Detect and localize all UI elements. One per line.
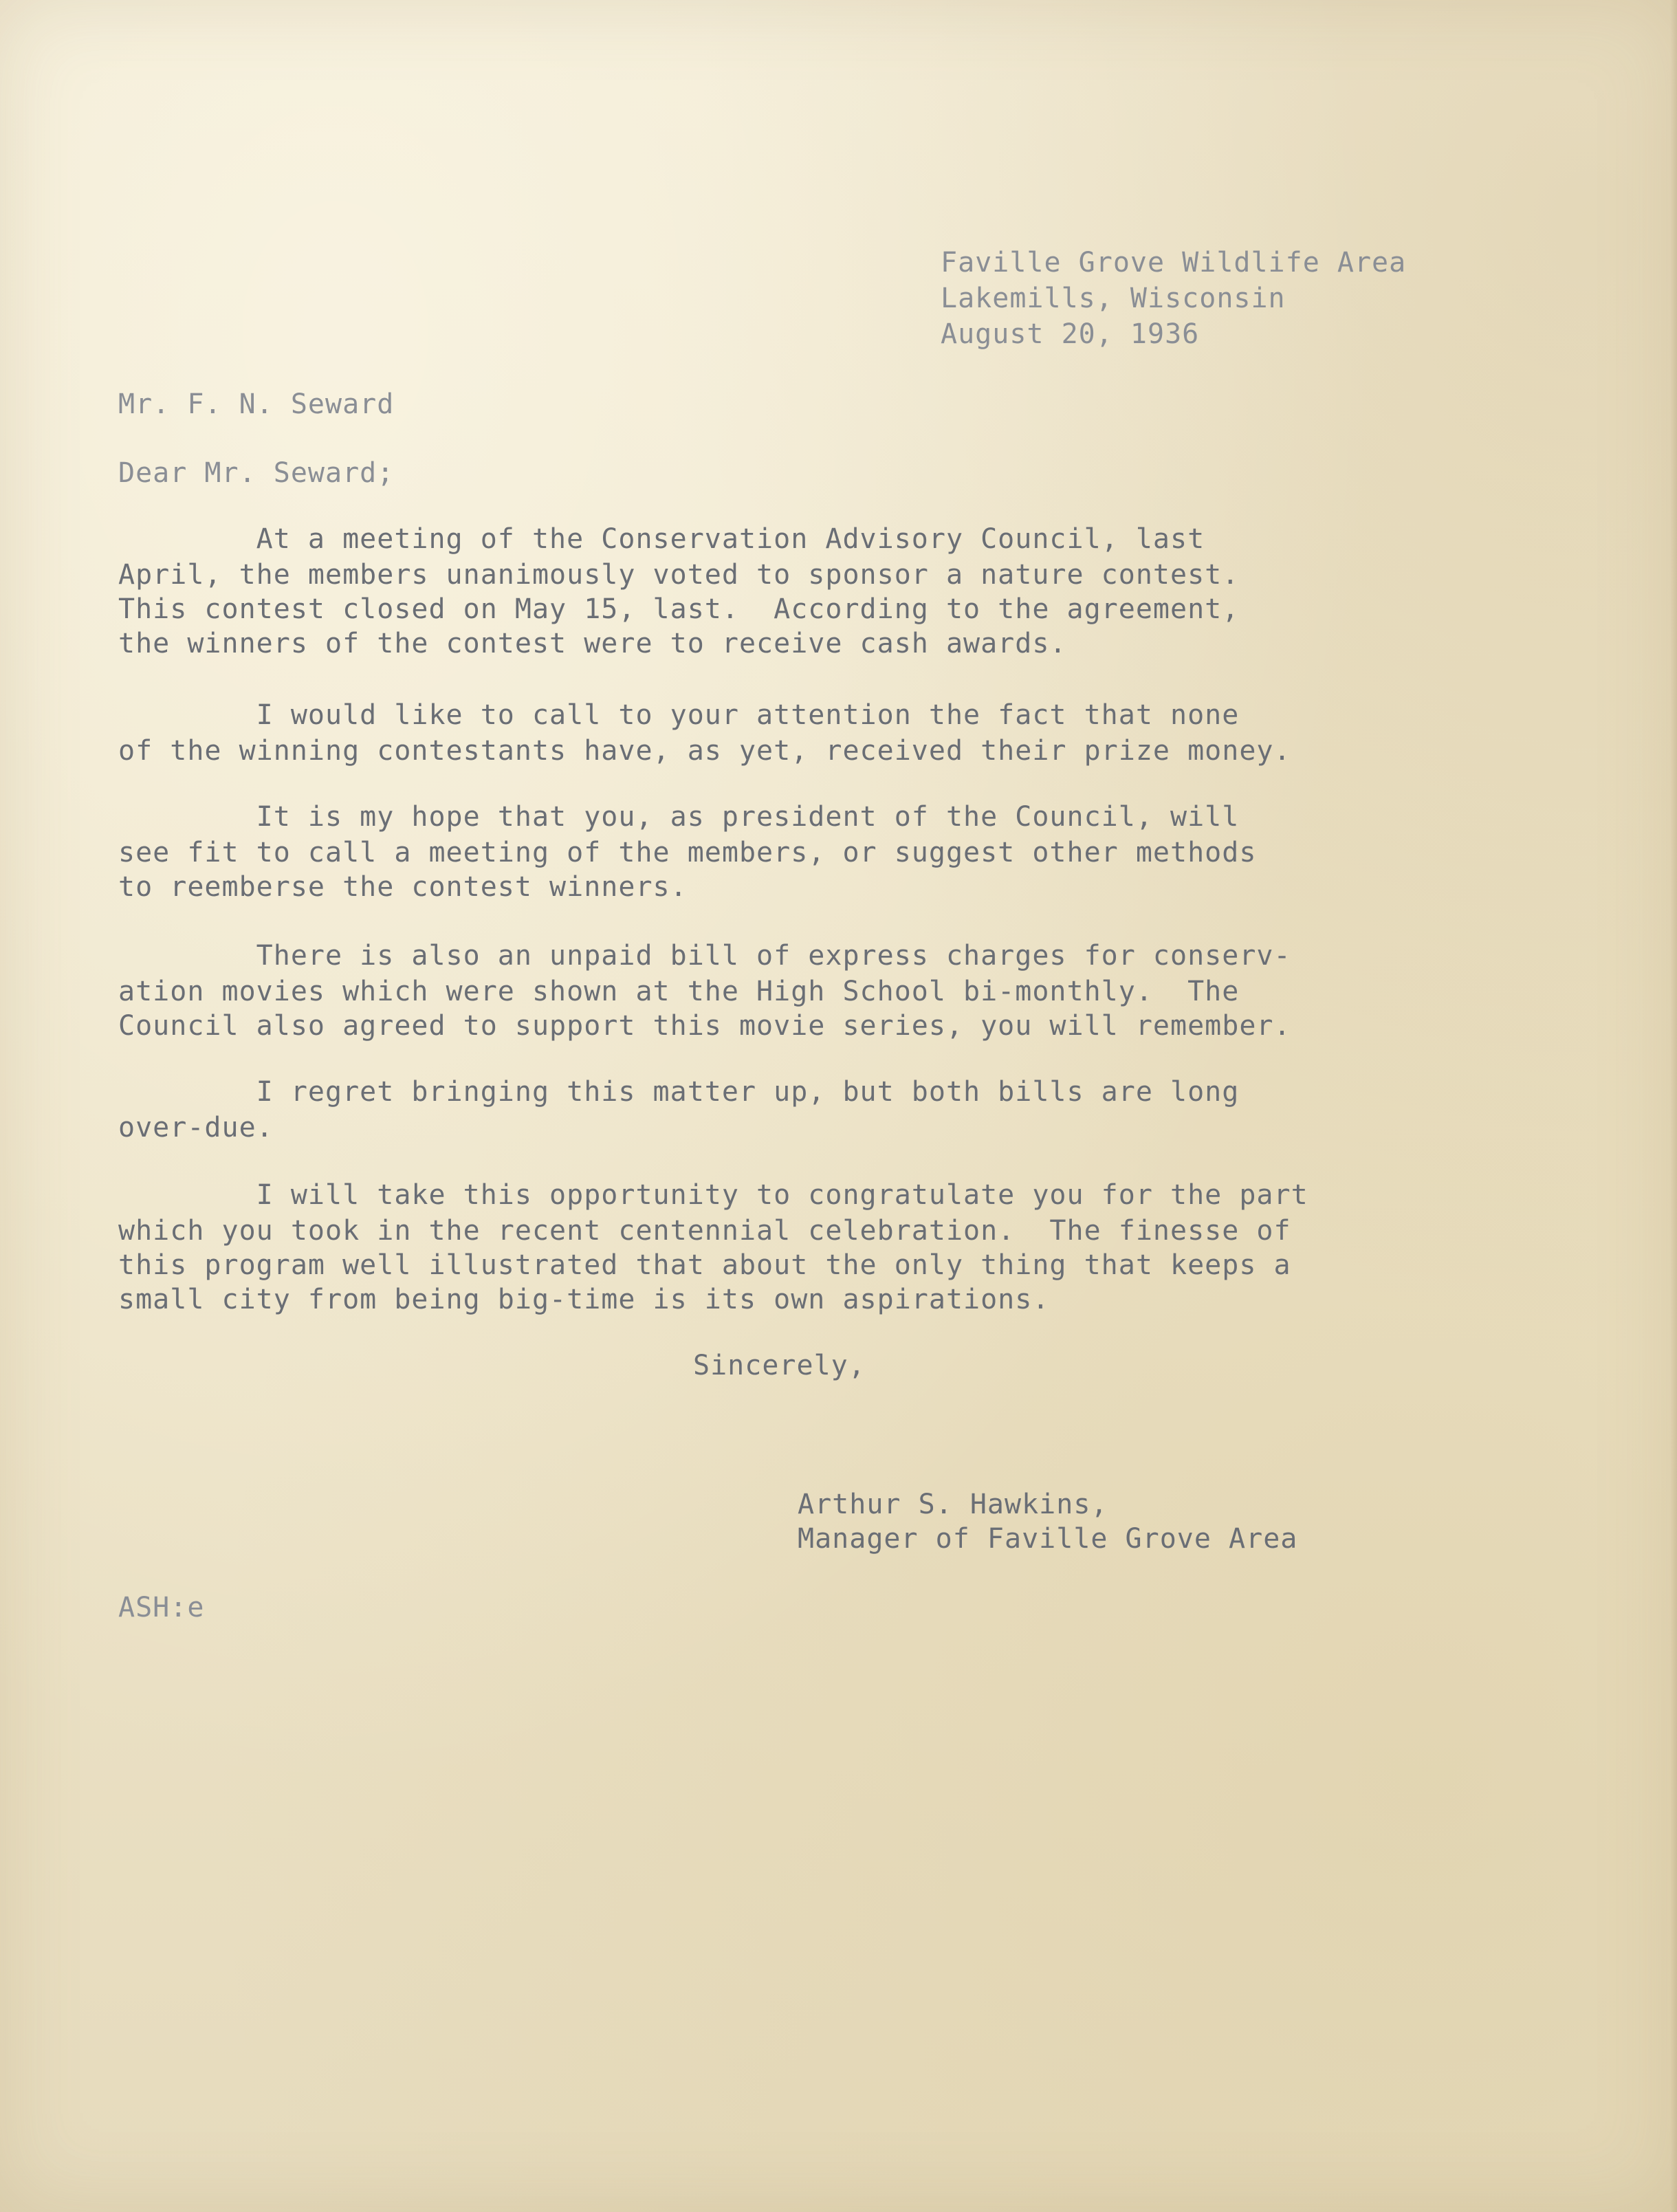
paragraph-line: over-due.	[118, 1112, 274, 1143]
paragraph-congratulations	[118, 1179, 1308, 1346]
paragraph-express-charges	[118, 940, 1291, 1080]
letterhead-line-1: Faville Grove Wildlife Area	[941, 247, 1407, 278]
paragraph-overdue-bills	[118, 1076, 1240, 1188]
paragraph-line: At a meeting of the Conservation Advisory Council, last	[118, 523, 1205, 555]
paragraph-contest-sponsorship	[118, 523, 1240, 690]
letter-date: August 20, 1936	[941, 318, 1200, 350]
paragraph-line: the winners of the contest were to receive cash awards.	[118, 628, 1067, 659]
paragraph-line: see fit to call a meeting of the members, or suggest other methods	[118, 837, 1257, 868]
salutation: Dear Mr. Seward;	[118, 457, 395, 489]
signature-title: Manager of Faville Grove Area	[798, 1523, 1298, 1555]
paragraph-line: There is also an unpaid bill of express charges for conserv-	[118, 940, 1291, 972]
paragraph-line: I would like to call to your attention the fact that none	[118, 699, 1240, 731]
paragraph-line: I will take this opportunity to congratulate you for the part	[118, 1179, 1308, 1211]
recipient-name: Mr. F. N. Seward	[118, 388, 395, 420]
signature-name: Arthur S. Hawkins,	[798, 1489, 1108, 1520]
closing: Sincerely,	[693, 1350, 866, 1381]
paragraph-line: this program well illustrated that about the only thing that keeps a	[118, 1249, 1291, 1281]
paragraph-line: ation movies which were shown at the High School bi-monthly. The	[118, 976, 1240, 1007]
paragraph-line: I regret bringing this matter up, but both bills are long	[118, 1076, 1240, 1108]
paragraph-line: April, the members unanimously voted to sponsor a nature contest.	[118, 559, 1240, 591]
paragraph-line: It is my hope that you, as president of the Council, will	[118, 801, 1240, 833]
paragraph-line: which you took in the recent centennial celebration. The finesse of	[118, 1215, 1291, 1247]
paragraph-line: This contest closed on May 15, last. According to the agreement,	[118, 593, 1240, 625]
letterhead-line-2: Lakemills, Wisconsin	[941, 283, 1286, 314]
paper-edge-shading	[1670, 0, 1677, 2212]
paragraph-prize-money	[118, 699, 1291, 811]
paragraph-call-meeting	[118, 801, 1257, 941]
paragraph-line: of the winning contestants have, as yet, received their prize money.	[118, 735, 1291, 767]
paragraph-line: Council also agreed to support this movie series, you will remember.	[118, 1010, 1291, 1042]
paragraph-line: to reemberse the contest winners.	[118, 871, 688, 903]
reference-initials: ASH:e	[118, 1592, 205, 1623]
paragraph-line: small city from being big-time is its own aspirations.	[118, 1284, 1050, 1315]
